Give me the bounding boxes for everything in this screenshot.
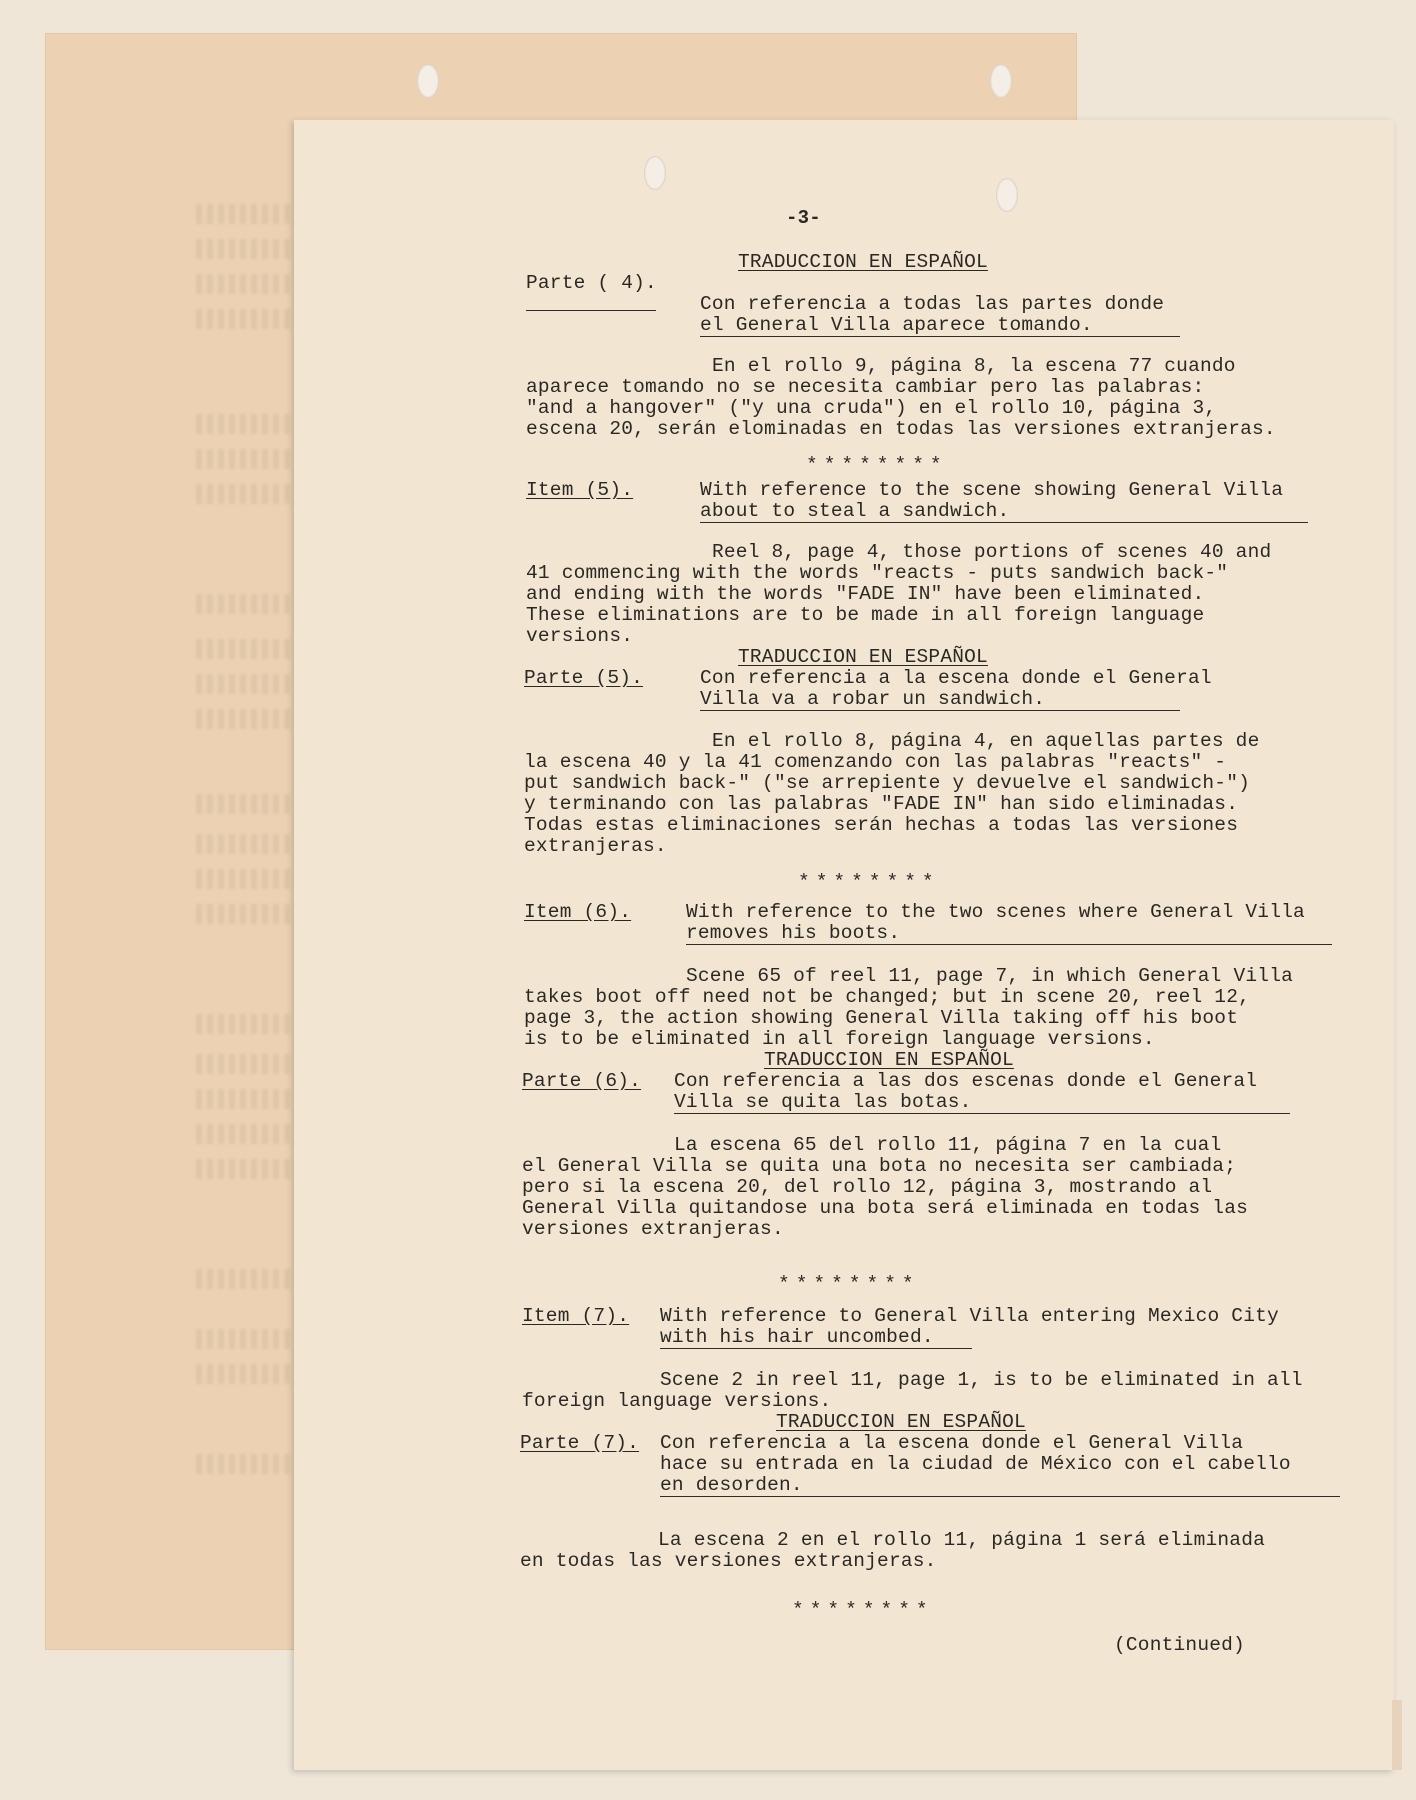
parte-label: Parte (7).	[520, 1432, 640, 1454]
typed-document	[294, 120, 1394, 1770]
section-heading-line: Villa va a robar un sandwich.	[700, 688, 1046, 710]
translation-heading: TRADUCCION EN ESPAÑOL	[738, 251, 988, 273]
body-line: put sandwich back-" ("se arrepiente y devuelve el sandwich-")	[524, 772, 1251, 794]
front-sheet	[294, 120, 1394, 1770]
body-line: Reel 8, page 4, those portions of scenes 40 and	[712, 541, 1272, 563]
body-line: aparece tomando no se necesita cambiar pero las palabras:	[526, 376, 1205, 398]
section-heading-line: With reference to the two scenes where General Villa	[686, 901, 1305, 923]
body-line: versiones extranjeras.	[522, 1218, 784, 1240]
section-heading-line: Villa se quita las botas.	[674, 1091, 972, 1113]
sheet-edge	[1392, 1700, 1402, 1770]
underline-rule	[526, 310, 656, 311]
page-number: -3-	[786, 207, 821, 229]
translation-heading: TRADUCCION EN ESPAÑOL	[764, 1049, 1014, 1071]
asterisk-separator: ********	[798, 871, 940, 893]
body-line: takes boot off need not be changed; but in scene 20, reel 12,	[524, 986, 1251, 1008]
continued-note: (Continued)	[1114, 1634, 1245, 1656]
section-heading-line: Con referencia a la escena donde el General	[700, 667, 1212, 689]
body-line: 41 commencing with the words "reacts - puts sandwich back-"	[526, 562, 1229, 584]
body-line: foreign language versions.	[522, 1390, 832, 1412]
section-heading-line: Con referencia a todas las partes donde	[700, 293, 1165, 315]
body-line: Scene 2 in reel 11, page 1, is to be eliminated in all	[660, 1369, 1303, 1391]
underline-rule	[660, 1496, 1340, 1497]
body-line: These eliminations are to be made in all foreign language	[526, 604, 1205, 626]
section-heading-line: el General Villa aparece tomando.	[700, 314, 1093, 336]
parte-label: Parte (5).	[524, 667, 644, 689]
section-heading-line: With reference to the scene showing General Villa	[700, 479, 1284, 501]
body-line: is to be eliminated in all foreign language versions.	[524, 1028, 1155, 1050]
body-line: and ending with the words "FADE IN" have been eliminated.	[526, 583, 1205, 605]
section-heading-line: With reference to General Villa entering Mexico City	[660, 1305, 1279, 1327]
underline-rule	[700, 336, 1180, 337]
asterisk-separator: ********	[778, 1273, 920, 1295]
section-heading-line: en desorden.	[660, 1474, 803, 1496]
body-line: y terminando con las palabras "FADE IN" han sido eliminadas.	[524, 793, 1239, 815]
body-line: En el rollo 8, página 4, en aquellas partes de	[712, 730, 1260, 752]
body-line: versions.	[526, 625, 634, 647]
section-heading-line: Con referencia a las dos escenas donde el General	[674, 1070, 1258, 1092]
punch-hole	[990, 64, 1012, 98]
body-line: en todas las versiones extranjeras.	[520, 1550, 937, 1572]
body-line: La escena 65 del rollo 11, página 7 en la cual	[674, 1134, 1222, 1156]
item-label: Item (6).	[524, 901, 632, 923]
section-heading-line: with his hair uncombed.	[660, 1326, 934, 1348]
body-line: page 3, the action showing General Villa taking off his boot	[524, 1007, 1239, 1029]
section-heading-line: about to steal a sandwich.	[700, 500, 1010, 522]
body-line: extranjeras.	[524, 835, 667, 857]
translation-heading: TRADUCCION EN ESPAÑOL	[738, 646, 988, 668]
body-line: En el rollo 9, página 8, la escena 77 cuando	[712, 355, 1236, 377]
parte-label: Parte (6).	[522, 1070, 642, 1092]
body-line: La escena 2 en el rollo 11, página 1 será eliminada	[658, 1529, 1265, 1551]
underline-rule	[700, 710, 1180, 711]
asterisk-separator: ********	[806, 454, 948, 476]
underline-rule	[700, 522, 1308, 523]
punch-hole	[417, 64, 439, 98]
underline-rule	[686, 944, 1332, 945]
underline-rule	[674, 1113, 1290, 1114]
section-heading-line: hace su entrada en la ciudad de México con el cabello	[660, 1453, 1291, 1475]
body-line: el General Villa se quita una bota no necesita ser cambiada;	[522, 1155, 1237, 1177]
section-heading-line: Con referencia a la escena donde el General Villa	[660, 1432, 1244, 1454]
translation-heading: TRADUCCION EN ESPAÑOL	[776, 1411, 1026, 1433]
item-label: Item (7).	[522, 1305, 630, 1327]
body-line: la escena 40 y la 41 comenzando con las palabras "reacts" -	[524, 751, 1227, 773]
body-line: General Villa quitandose una bota será eliminada en todas las	[522, 1197, 1249, 1219]
section-heading-line: removes his boots.	[686, 922, 901, 944]
body-line: "and a hangover" ("y una cruda") en el rollo 10, página 3,	[526, 397, 1217, 419]
body-line: escena 20, serán elominadas en todas las versiones extranjeras.	[526, 418, 1276, 440]
body-line: Todas estas eliminaciones serán hechas a todas las versiones	[524, 814, 1239, 836]
item-label: Item (5).	[526, 479, 634, 501]
asterisk-separator: ********	[792, 1599, 934, 1621]
body-line: Scene 65 of reel 11, page 7, in which General Villa	[686, 965, 1293, 987]
underline-rule	[660, 1348, 972, 1349]
parte-label: Parte ( 4).	[526, 272, 657, 294]
body-line: pero si la escena 20, del rollo 12, página 3, mostrando al	[522, 1176, 1213, 1198]
